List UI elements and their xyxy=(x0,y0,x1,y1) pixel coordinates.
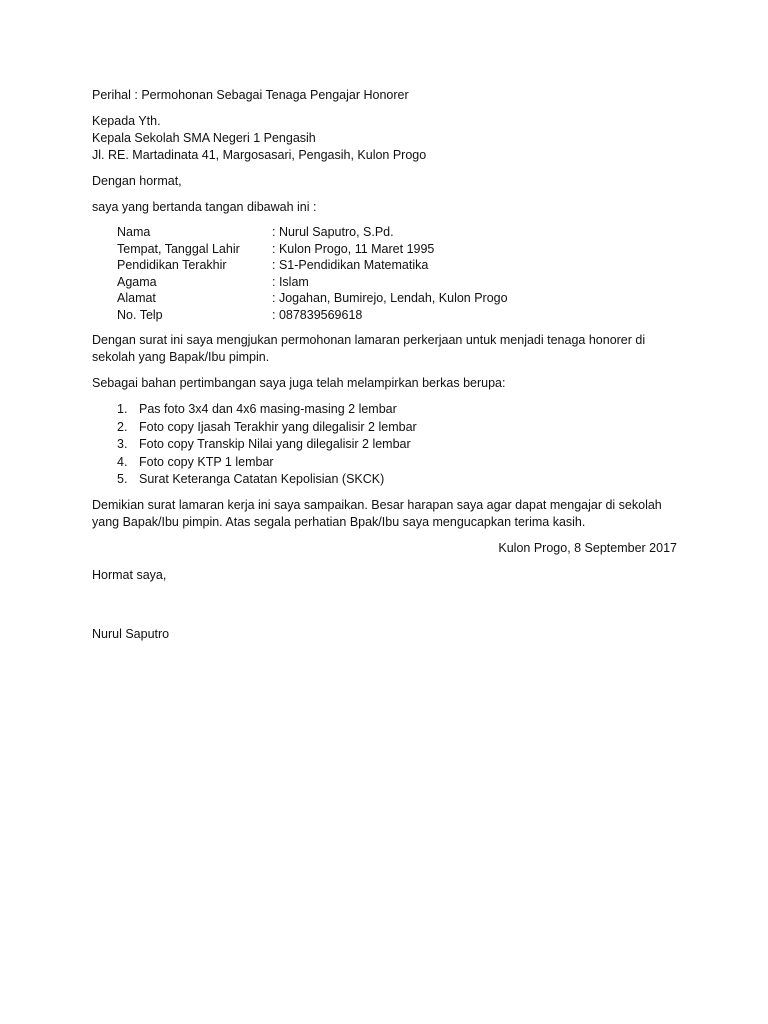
identity-value: : Jogahan, Bumirejo, Lendah, Kulon Progo xyxy=(272,291,508,305)
identity-label: Pendidikan Terakhir xyxy=(117,258,227,272)
greeting: Dengan hormat, xyxy=(92,174,182,188)
list-text: Pas foto 3x4 dan 4x6 masing-masing 2 lembar xyxy=(139,402,397,416)
recipient-line: Kepada Yth. xyxy=(92,114,161,128)
list-item xyxy=(92,454,677,472)
list-number: 1. xyxy=(117,402,128,416)
identity-value: : Nurul Saputro, S.Pd. xyxy=(272,225,394,239)
list-item xyxy=(92,471,677,489)
identity-value: : 087839569618 xyxy=(272,307,363,322)
list-text: Foto copy Transkip Nilai yang dilegalisir 2 lembar xyxy=(139,437,411,451)
list-item xyxy=(92,401,677,419)
identity-label: Tempat, Tanggal Lahir xyxy=(117,241,240,256)
identity-label: Agama xyxy=(117,274,157,289)
place-date: Kulon Progo, 8 September 2017 xyxy=(498,540,677,555)
signer-name: Nurul Saputro xyxy=(92,626,170,641)
list-number: 2. xyxy=(117,419,128,434)
identity-row xyxy=(117,257,508,274)
identity-row xyxy=(117,274,508,291)
identity-label: Alamat xyxy=(117,291,156,305)
subject-line: Perihal : Permohonan Sebagai Tenaga Pengajar Honorer xyxy=(92,88,409,102)
identity-row xyxy=(117,241,508,258)
recipient-line: Kepala Sekolah SMA Negeri 1 Pengasih xyxy=(92,131,316,145)
identity-table xyxy=(117,224,508,323)
list-text: Foto copy KTP 1 lembar xyxy=(139,454,274,469)
identity-value: : Islam xyxy=(272,274,309,289)
identity-row xyxy=(117,290,508,307)
attachments-list xyxy=(92,401,677,489)
list-number: 3. xyxy=(117,437,128,451)
list-text: Surat Keteranga Catatan Kepolisian (SKCK) xyxy=(139,472,385,486)
letter-body xyxy=(92,87,677,643)
list-number: 5. xyxy=(117,472,128,486)
identity-label: No. Telp xyxy=(117,307,163,322)
attachments-intro: Sebagai bahan pertimbangan saya juga telah melampirkan berkas berupa: xyxy=(92,376,506,390)
closing-paragraph: Demikian surat lamaran kerja ini saya sampaikan. Besar harapan saya agar dapat mengajar di sekolah yang Bapak/Ibu pimpin. Atas segala perhatian Bpak/Ibu saya mengucapkan terima kasih. xyxy=(92,497,662,529)
identity-row xyxy=(117,224,508,241)
purpose-paragraph: Dengan surat ini saya mengjukan permohonan lamaran perkerjaan untuk menjadi tenaga honorer di sekolah yang Bapak/Ibu pimpin. xyxy=(92,333,646,364)
intro-line: saya yang bertanda tangan dibawah ini : xyxy=(92,200,317,214)
recipient-line: Jl. RE. Martadinata 41, Margosasari, Pengasih, Kulon Progo xyxy=(92,148,427,162)
list-text: Foto copy Ijasah Terakhir yang dilegalisir 2 lembar xyxy=(139,419,417,434)
identity-label: Nama xyxy=(117,225,151,239)
list-item xyxy=(92,419,677,437)
list-item xyxy=(92,436,677,454)
identity-value: : Kulon Progo, 11 Maret 1995 xyxy=(272,241,435,256)
sign-off: Hormat saya, xyxy=(92,567,167,582)
list-number: 4. xyxy=(117,454,128,469)
identity-value: : S1-Pendidikan Matematika xyxy=(272,258,429,272)
identity-row xyxy=(117,307,508,324)
recipient-block xyxy=(92,113,677,164)
